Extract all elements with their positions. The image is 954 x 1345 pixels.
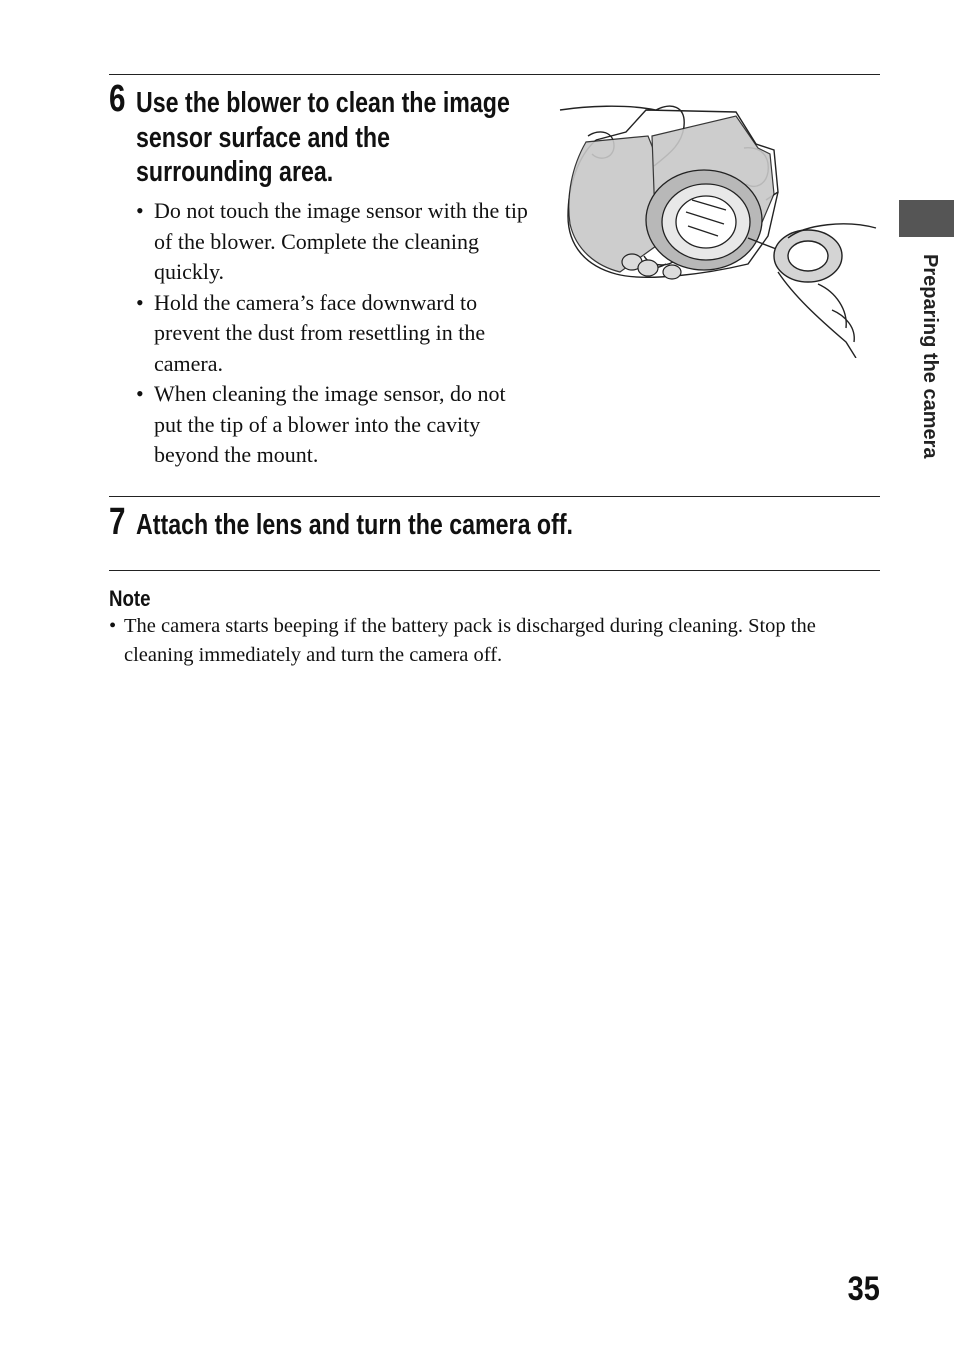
step-7-rule [109,496,880,497]
step-7-number: 7 [109,501,126,543]
step-7-heading: Attach the lens and turn the camera off. [136,509,574,541]
step-6-bullet-1: • Do not touch the image sensor with the tip of the blower. Complete the cleaning quickly. [136,196,536,288]
section-tab-label: Preparing the camera [919,254,941,459]
section-tab-marker [899,200,954,237]
step-6-number: 6 [109,78,126,120]
step-6-heading-line-2: sensor surface and the [136,121,390,154]
step-6-heading [136,86,510,190]
step-6-heading-line-3: surrounding area. [136,156,334,188]
top-rule [109,74,880,75]
page-number: 35 [847,1270,880,1308]
step-6-bullet-list [136,196,536,471]
camera-cleaning-illustration [556,96,882,358]
step-6-bullet-2: • Hold the camera’s face downward to prevent the dust from resettling in the camera. [136,288,536,380]
note-title: Note [109,586,151,611]
step-6-bullet-3: • When cleaning the image sensor, do not put the tip of a blower into the cavity beyond the mount. [136,379,536,471]
step-6-heading-line-1: Use the blower to clean the image [136,87,510,119]
note-list [109,612,884,670]
note-rule [109,570,880,571]
note-item-1: • The camera starts beeping if the battery pack is discharged during cleaning. Stop the cleaning immediately and turn the camera off. [109,612,884,670]
